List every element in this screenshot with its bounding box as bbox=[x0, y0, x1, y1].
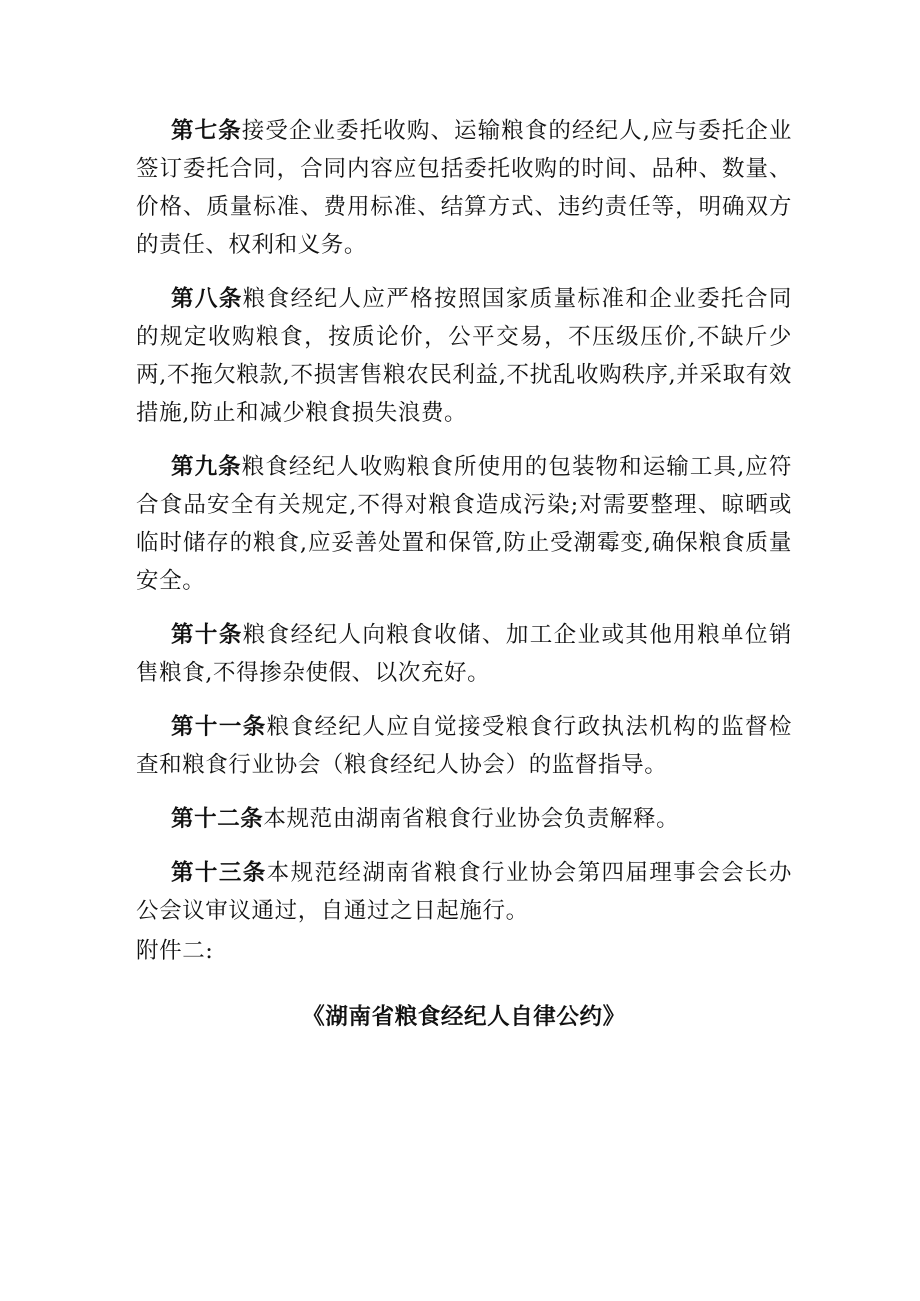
article-heading: 第十条 bbox=[171, 622, 243, 648]
article-13 bbox=[136, 854, 792, 930]
article-heading: 第十二条 bbox=[171, 806, 264, 832]
article-heading: 第十三条 bbox=[171, 860, 267, 886]
article-8 bbox=[136, 280, 792, 432]
attachment-label: 附件二: bbox=[136, 938, 214, 964]
article-12 bbox=[136, 800, 792, 838]
article-text: 粮食经纪人收购粮食所使用的包装物和运输工具,应符合食品安全有关规定,不得对粮食造成污染;对需要整理、晾晒或临时储存的粮食,应妥善处置和保管,防止受潮霉变,确保粮食质量安全。 bbox=[136, 454, 792, 594]
article-text: 本规范由湖南省粮食行业协会负责解释。 bbox=[263, 806, 680, 832]
article-heading: 第八条 bbox=[171, 286, 243, 312]
article-text: 粮食经纪人应自觉接受粮食行政执法机构的监督检查和粮食行业协会（粮食经纪人协会）的监督指导。 bbox=[136, 714, 793, 778]
article-7 bbox=[136, 112, 792, 264]
article-heading: 第七条 bbox=[171, 118, 242, 144]
article-text: 接受企业委托收购、运输粮食的经纪人,应与委托企业签订委托合同，合同内容应包括委托收购的时间、品种、数量、价格、质量标准、费用标准、结算方式、违约责任等，明确双方的责任、权利和义务。 bbox=[136, 118, 792, 258]
article-9 bbox=[136, 448, 792, 600]
article-text: 粮食经纪人应严格按照国家质量标准和企业委托合同的规定收购粮食，按质论价，公平交易，不压级压价,不缺斤少两,不拖欠粮款,不损害售粮农民利益,不扰乱收购秩序,并采取有效措施,防止和减少粮食损失浪费。 bbox=[136, 286, 792, 426]
article-10 bbox=[136, 616, 792, 692]
attachment-title: 《湖南省粮食经纪人自律公约》 bbox=[302, 1004, 626, 1030]
article-heading: 第十一条 bbox=[171, 714, 267, 740]
article-text: 粮食经纪人向粮食收储、加工企业或其他用粮单位销售粮食,不得掺杂使假、以次充好。 bbox=[136, 622, 792, 686]
article-text: 本规范经湖南省粮食行业协会第四届理事会会长办公会议审议通过，自通过之日起施行。 bbox=[136, 860, 793, 924]
article-heading: 第九条 bbox=[171, 454, 242, 480]
article-11 bbox=[136, 708, 792, 784]
document-body bbox=[136, 112, 792, 1036]
